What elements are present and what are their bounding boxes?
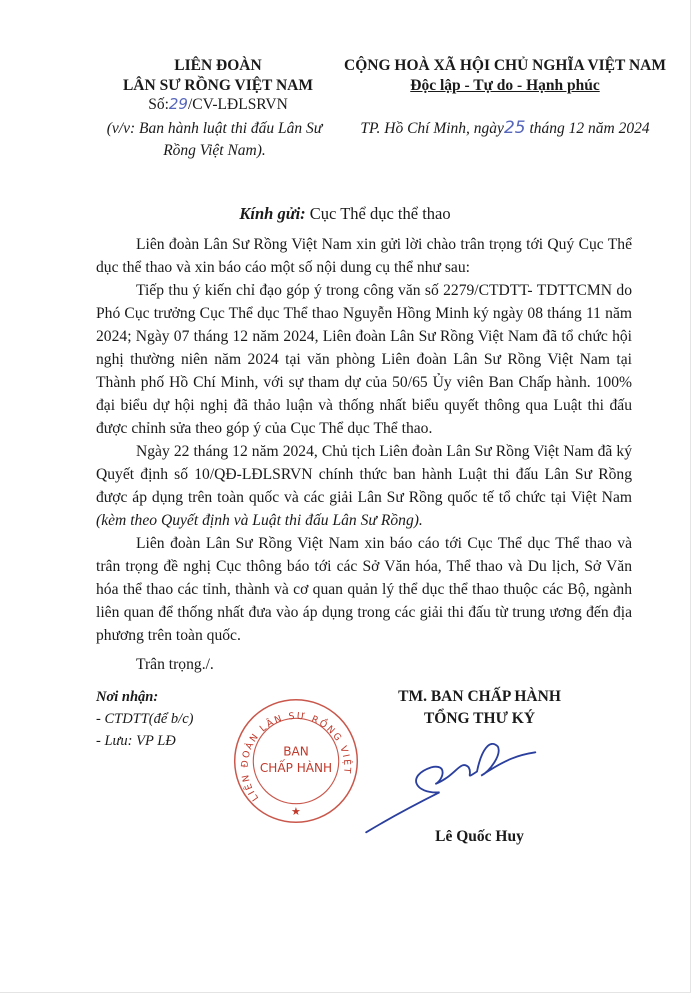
org-name-line2: LÂN SƯ RỒNG VIỆT NAM [122, 76, 314, 94]
header-right [325, 56, 685, 95]
paragraph: Tiếp thu ý kiến chỉ đạo góp ý trong công văn số 2279/CTDTT- TDTTCMN do Phó Cục trưởng Cục Thể dục Thể thao Nguyễn Hồng Minh ký ngày 08 tháng 11 năm 2024; Ngày 07 tháng 12 năm 2024, Liên đoàn Lân Sư Rồng Việt Nam đã tổ chức hội nghị thường niên năm 2024 tại văn phòng Liên đoàn Lân Sư Rồng Việt Nam tại Thành phố Hồ Chí Minh, với sự tham dự của 50/65 Ủy viên Ban Chấp hành. 100% đại biểu dự hội nghị đã thảo luận và thống nhất biểu quyết thông qua Luật thi đấu được chỉnh sửa theo góp ý của Cục Thể dục Thể thao. [96, 282, 632, 437]
letter-body [96, 233, 632, 647]
recipient-label: Kính gửi: [239, 204, 306, 223]
subject-line: (v/v: Ban hành luật thi đấu Lân Sư Rồng Việt Nam). [106, 120, 323, 159]
paragraph [96, 440, 632, 532]
recipient-line [0, 204, 690, 224]
number-handwritten: 29 [168, 95, 188, 113]
recipient-item: - CTDTT(để b/c) [96, 711, 194, 727]
signature-block [327, 686, 632, 730]
motto: Độc lập - Tự do - Hạnh phúc [410, 76, 600, 94]
paragraph: Liên đoàn Lân Sư Rồng Việt Nam xin báo cáo tới Cục Thể dục Thể thao và trân trọng đề nghị Cục thông báo tới các Sở Văn hóa, Thể thao và Du lịch, Sở Văn hóa thể thao các tỉnh, thành và cơ quan quản lý thể dục thể thao thuộc các Bộ, ngành liên quan để thống nhất đưa vào áp dụng trong các giải thi đấu từ trung ương đến địa phương trên toàn quốc. [96, 535, 632, 644]
nation-title: CỘNG HOÀ XÃ HỘI CHỦ NGHĨA VIỆT NAM [344, 57, 666, 74]
date-suffix: tháng 12 năm 2024 [525, 120, 650, 137]
signature-title: TM. BAN CHẤP HÀNH [398, 688, 561, 705]
svg-text:CHẤP HÀNH: CHẤP HÀNH [259, 761, 333, 776]
paragraph: Liên đoàn Lân Sư Rồng Việt Nam xin gửi lời chào trân trọng tới Quý Cục Thể dục thể thao và xin báo cáo một số nội dung cụ thể như sau: [96, 236, 632, 276]
number-suffix: /CV-LĐLSRVN [187, 96, 288, 113]
handwritten-signature [347, 734, 557, 834]
decision-attachment-note: (kèm theo Quyết định và Luật thi đấu Lân Sư Rồng). [96, 512, 423, 529]
footer-section [96, 686, 632, 856]
recipient-item: - Lưu: VP LĐ [96, 733, 176, 749]
signer-name: Lê Quốc Huy [435, 828, 524, 845]
signature-position: TỔNG THƯ KÝ [423, 710, 536, 727]
svg-text:LIÊN ĐOÀN LÂN SƯ RỒNG VIỆT: LIÊN ĐOÀN LÂN SƯ RỒNG VIỆT [239, 710, 353, 803]
date-prefix: TP. Hồ Chí Minh, ngày [360, 120, 504, 137]
signature-column [239, 686, 632, 856]
closing: Trân trọng./. [136, 656, 214, 673]
org-name-line1: LIÊN ĐOÀN [174, 57, 262, 74]
header-left [88, 56, 348, 115]
recipients-label: Nơi nhận: [96, 689, 159, 705]
document-date [325, 118, 685, 138]
recipient-name: Cục Thể dục thể thao [305, 204, 451, 223]
official-stamp [231, 696, 361, 826]
document-number [88, 95, 348, 115]
decision-text: Ngày 22 tháng 12 năm 2024, Chủ tịch Liên đoàn Lân Sư Rồng Việt Nam đã ký Quyết định số 10/QĐ-LĐLSRVN chính thức ban hành Luật thi đấu Lân Sư Rồng được áp dụng trên toàn quốc và các giải Lân Sư Rồng quốc tế tổ chức tại Việt Nam [96, 443, 632, 506]
svg-text:BAN: BAN [283, 744, 309, 759]
date-day: 25 [503, 118, 526, 138]
number-prefix: Số: [148, 96, 169, 113]
svg-text:★: ★ [291, 805, 301, 818]
letter-content [96, 233, 632, 856]
